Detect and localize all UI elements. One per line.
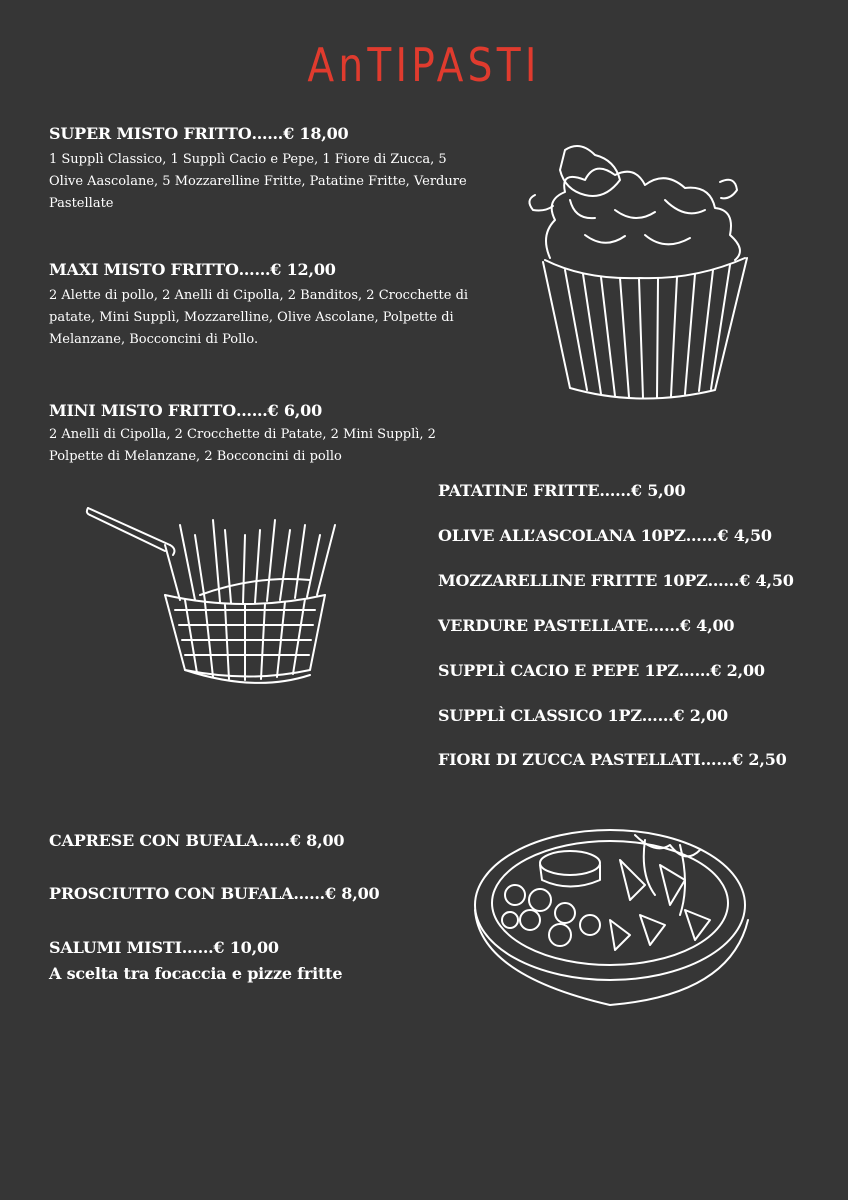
fries-basket-icon [85,505,345,695]
combo-mini-misto [49,401,479,468]
combo-name: MINI MISTO FRITTO……€ 6,00 [49,401,323,420]
combo-name: MAXI MISTO FRITTO……€ 12,00 [49,260,336,279]
menu-item-verdure: VERDURE PASTELLATE……€ 4,00 [438,616,735,635]
menu-item-patatine: PATATINE FRITTE……€ 5,00 [438,481,686,500]
menu-item-olive: OLIVE ALL’ASCOLANA 10PZ……€ 4,50 [438,526,772,545]
menu-item-suppli-classico: SUPPLÌ CLASSICO 1PZ……€ 2,00 [438,706,728,725]
menu-item-caprese: CAPRESE CON BUFALA……€ 8,00 [49,831,345,850]
menu-item-prosciutto: PROSCIUTTO CON BUFALA……€ 8,00 [49,884,380,903]
combo-description: 2 Anelli di Cipolla, 2 Crocchette di Patate, 2 Mini Supplì, 2 Polpette di Melanzane, 2 Bocconcini di pollo [49,427,436,464]
combo-description: 2 Alette di pollo, 2 Anelli di Cipolla, 2 Banditos, 2 Crocchette di patate, Mini Supplì, Mozzarelline, Olive Ascolane, Polpette di Melanzane, Bocconcini di Pollo. [49,288,469,347]
page-title: AnTIPASTI [307,38,541,92]
combo-maxi-misto [49,260,479,351]
combo-name: SUPER MISTO FRITTO……€ 18,00 [49,124,349,143]
menu-item-fiori-zucca: FIORI DI ZUCCA PASTELLATI……€ 2,50 [438,750,787,769]
menu-item-mozzarelline: MOZZARELLINE FRITTE 10PZ……€ 4,50 [438,571,794,590]
menu-item-salumi: SALUMI MISTI……€ 10,00 [49,938,279,957]
menu-item-suppli-cacio: SUPPLÌ CACIO E PEPE 1PZ……€ 2,00 [438,661,765,680]
fried-chicken-bucket-icon [525,140,755,410]
combo-description: 1 Supplì Classico, 1 Supplì Cacio e Pepe, 1 Fiore di Zucca, 5 Olive Aascolane, 5 Mozzarelline Fritte, Patatine Fritte, Verdure Pastellate [49,152,467,211]
pizza-icon [470,825,755,1010]
menu-item-salumi-note: A scelta tra focaccia e pizze fritte [49,964,343,983]
combo-super-misto [49,124,479,215]
